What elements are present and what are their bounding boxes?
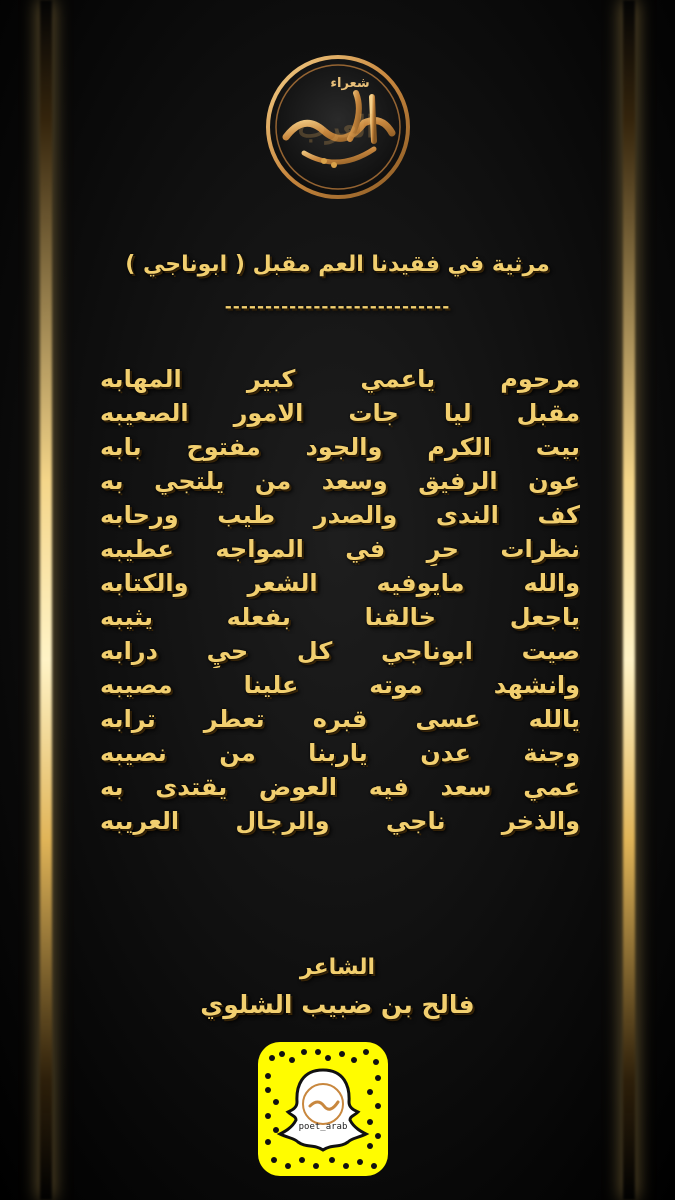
poet-name: فالح بن ضبيب الشلوي <box>200 990 475 1019</box>
poet-label: الشاعر <box>299 955 376 980</box>
poem-line: نظرات حرٍ في المواجه عطيبه <box>100 535 580 563</box>
right-gold-light-bar <box>623 0 635 1200</box>
logo-top-text: شعراء <box>330 76 370 91</box>
poem-line: صيت ابوناجي كل حيٍ درابه <box>100 637 580 665</box>
poem-line: والذخر ناجي والرجال العريبه <box>100 807 580 835</box>
poem-line: يالله عسى قبره تعطر ترابه <box>100 705 580 733</box>
poem-line: كف الندى والصدر طيب ورحابه <box>100 501 580 529</box>
title-divider: ---------------------------- <box>224 297 451 317</box>
poem-line: والله مايوفيه الشعر والكتابه <box>100 569 580 597</box>
poem-line: مقبل ليا جات الامور الصعيبه <box>100 399 580 427</box>
poem-line: ياجعل خالقنا بفعله يثيبه <box>100 603 580 631</box>
poets-arab-logo <box>264 53 412 201</box>
poem-line: وجنة عدن ياربنا من نصيبه <box>100 739 580 767</box>
poem-line: مرحوم ياعمي كبير المهابه <box>100 365 580 393</box>
poem-line: عون الرفيق وسعد من يلتجي به <box>100 467 580 495</box>
snapcode-ghost-icon <box>258 1042 388 1176</box>
poem-title: مرثية في فقيدنا العم مقبل ( ابوناجي ) <box>125 252 550 277</box>
logo-main-text: العرب <box>297 110 375 145</box>
poem-line: بيت الكرم والجود مفتوح بابه <box>100 433 580 461</box>
left-gold-light-bar <box>40 0 52 1200</box>
poem-line: عمي سعد فيه العوض يقتدى به <box>100 773 580 801</box>
snapcode-username: poet_arab <box>298 1122 348 1132</box>
snapcode[interactable] <box>258 1042 388 1176</box>
poem-line: وانشهد موته علينا مصيبه <box>100 671 580 699</box>
poem-verses <box>100 362 580 838</box>
logo-emblem-icon <box>264 53 412 201</box>
